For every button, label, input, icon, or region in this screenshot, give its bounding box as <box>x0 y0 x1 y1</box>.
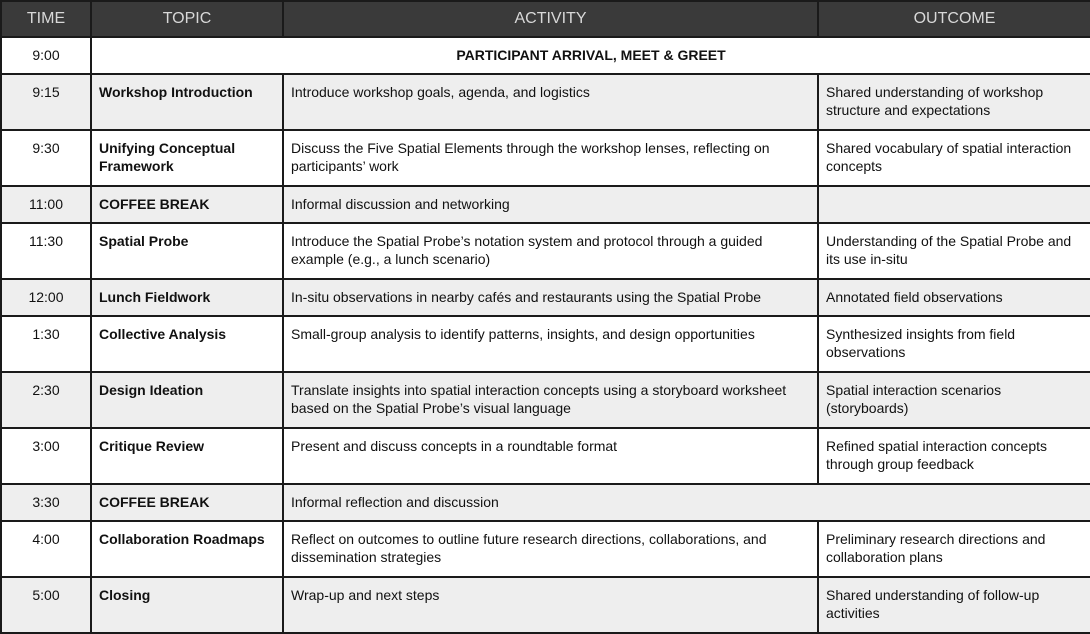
table-row <box>1 372 1090 428</box>
table-row <box>1 130 1090 186</box>
activity-cell: Translate insights into spatial interaction concepts using a storyboard worksheet based on the Spatial Probe’s visual language <box>283 372 818 428</box>
outcome-cell: Annotated field observations <box>818 279 1090 316</box>
topic-cell: Closing <box>91 577 283 633</box>
outcome-cell <box>818 186 1090 223</box>
column-header-topic: TOPIC <box>91 1 283 37</box>
column-header-time: TIME <box>1 1 91 37</box>
activity-cell: In-situ observations in nearby cafés and restaurants using the Spatial Probe <box>283 279 818 316</box>
time-cell: 11:00 <box>1 186 91 223</box>
time-cell: 3:30 <box>1 484 91 521</box>
table-row <box>1 316 1090 372</box>
time-cell: 12:00 <box>1 279 91 316</box>
outcome-cell: Shared vocabulary of spatial interaction concepts <box>818 130 1090 186</box>
outcome-cell: Refined spatial interaction concepts through group feedback <box>818 428 1090 484</box>
topic-cell: Unifying Conceptual Framework <box>91 130 283 186</box>
activity-cell: Small-group analysis to identify patterns, insights, and design opportunities <box>283 316 818 372</box>
activity-cell: Discuss the Five Spatial Elements through the workshop lenses, reflecting on participants’ work <box>283 130 818 186</box>
activity-cell: Informal discussion and networking <box>283 186 818 223</box>
time-cell: 11:30 <box>1 223 91 279</box>
time-cell: 4:00 <box>1 521 91 577</box>
topic-cell: Lunch Fieldwork <box>91 279 283 316</box>
activity-cell: Wrap-up and next steps <box>283 577 818 633</box>
header-row <box>1 1 1090 37</box>
table-row <box>1 37 1090 74</box>
time-cell: 9:00 <box>1 37 91 74</box>
table-row <box>1 577 1090 633</box>
time-cell: 2:30 <box>1 372 91 428</box>
activity-cell: Introduce workshop goals, agenda, and logistics <box>283 74 818 130</box>
table-row <box>1 223 1090 279</box>
time-cell: 1:30 <box>1 316 91 372</box>
time-cell: 3:00 <box>1 428 91 484</box>
time-cell: 9:15 <box>1 74 91 130</box>
outcome-cell: Shared understanding of workshop structure and expectations <box>818 74 1090 130</box>
table-row <box>1 428 1090 484</box>
column-header-outcome: OUTCOME <box>818 1 1090 37</box>
topic-cell: COFFEE BREAK <box>91 186 283 223</box>
outcome-cell: Spatial interaction scenarios (storyboards) <box>818 372 1090 428</box>
table-row <box>1 279 1090 316</box>
time-cell: 5:00 <box>1 577 91 633</box>
table-row <box>1 186 1090 223</box>
column-header-activity: ACTIVITY <box>283 1 818 37</box>
table-row <box>1 74 1090 130</box>
topic-cell: Design Ideation <box>91 372 283 428</box>
activity-cell: Informal reflection and discussion <box>283 484 1090 521</box>
topic-cell: Collective Analysis <box>91 316 283 372</box>
table-row <box>1 484 1090 521</box>
activity-cell: Reflect on outcomes to outline future research directions, collaborations, and dissemination strategies <box>283 521 818 577</box>
activity-cell: Introduce the Spatial Probe’s notation system and protocol through a guided example (e.g., a lunch scenario) <box>283 223 818 279</box>
outcome-cell: Shared understanding of follow-up activities <box>818 577 1090 633</box>
topic-cell: Critique Review <box>91 428 283 484</box>
topic-cell: COFFEE BREAK <box>91 484 283 521</box>
topic-cell: Spatial Probe <box>91 223 283 279</box>
outcome-cell: Synthesized insights from field observations <box>818 316 1090 372</box>
time-cell: 9:30 <box>1 130 91 186</box>
topic-cell: Workshop Introduction <box>91 74 283 130</box>
arrival-cell: PARTICIPANT ARRIVAL, MEET & GREET <box>91 37 1090 74</box>
topic-cell: Collaboration Roadmaps <box>91 521 283 577</box>
table-row <box>1 521 1090 577</box>
outcome-cell: Understanding of the Spatial Probe and its use in-situ <box>818 223 1090 279</box>
activity-cell: Present and discuss concepts in a roundtable format <box>283 428 818 484</box>
outcome-cell: Preliminary research directions and collaboration plans <box>818 521 1090 577</box>
